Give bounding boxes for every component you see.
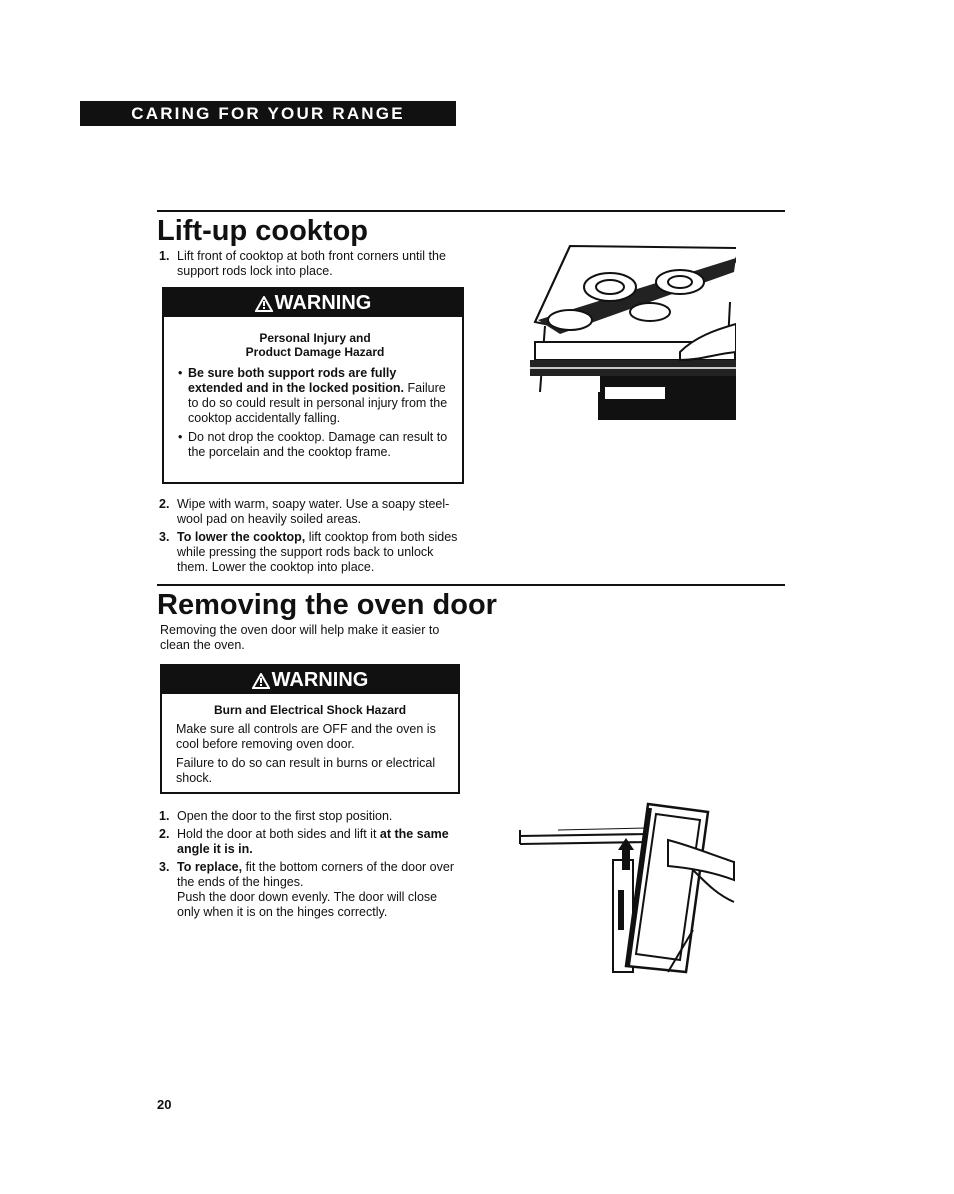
page-number: 20 — [157, 1097, 172, 1112]
step-text: Hold the door at both sides and lift it — [177, 827, 377, 841]
step-number: 2. — [159, 497, 170, 511]
warning-paragraph: Make sure all controls are OFF and the oven is cool before removing oven door. — [176, 722, 436, 751]
oven-door-removal-illustration — [518, 800, 736, 976]
section-title-oven-door: Removing the oven door — [157, 589, 497, 621]
section-title-cooktop: Lift-up cooktop — [157, 215, 369, 247]
step-number: 3. — [159, 530, 170, 544]
warning-heading-text: WARNING — [274, 292, 372, 314]
step-bold-text: To lower the cooktop, — [177, 530, 306, 544]
warning-heading — [162, 666, 458, 694]
step-number: 3. — [159, 860, 170, 874]
lifted-cooktop-illustration — [530, 242, 736, 420]
warning-bullet-text: Do not drop the cooktop. Damage can result to the porcelain and the cooktop frame. — [188, 430, 448, 459]
warning-triangle-icon — [255, 296, 273, 312]
step-number: 1. — [159, 249, 170, 263]
step-number: 2. — [159, 827, 170, 841]
cooktop-step-1 — [159, 249, 459, 279]
step-bold-text: To replace, — [177, 860, 243, 874]
cooktop-step-2 — [159, 497, 459, 527]
warning-bullet-bold: Be sure both support rods are fully extended and in the locked position. — [188, 366, 404, 395]
warning-triangle-icon — [252, 673, 270, 689]
warning-bullet: • Be sure both support rods are fully extended and in the locked position. Failure to do so could result in personal injury from the cooktop accidentally falling. — [178, 366, 448, 425]
section-header-bar: CARING FOR YOUR RANGE — [80, 101, 456, 126]
oven-door-intro: Removing the oven door will help make it easier to clean the oven. — [160, 623, 440, 652]
section-divider — [157, 584, 785, 586]
step-text: Push the door down evenly. The door will close only when it is on the hinges correctly. — [177, 890, 438, 919]
oven-door-step-2 — [159, 827, 459, 857]
warning-bullet-text: Failure to do so could result in personal injury from the cooktop accidentally falling. — [188, 381, 448, 425]
warning-box-cooktop — [162, 287, 464, 484]
step-text: fit the bottom corners of the door over the ends of the hinges. — [177, 860, 455, 889]
warning-subtitle: Product Damage Hazard — [245, 345, 385, 359]
step-text: Wipe with warm, soapy water. Use a soapy steel-wool pad on heavily soiled areas. — [177, 497, 450, 526]
step-text: Open the door to the first stop position. — [177, 809, 393, 823]
oven-door-step-3 — [159, 860, 459, 920]
warning-box-oven-door — [160, 664, 460, 794]
cooktop-step-3 — [159, 530, 459, 575]
warning-paragraph: Failure to do so can result in burns or electrical shock. — [176, 756, 436, 785]
warning-subtitle: Personal Injury and — [259, 331, 371, 345]
step-bold-text: at the same angle it is in. — [177, 827, 449, 856]
warning-subtitle: Burn and Electrical Shock Hazard — [213, 703, 407, 717]
warning-bullet: • Do not drop the cooktop. Damage can result to the porcelain and the cooktop frame. — [178, 430, 448, 459]
warning-heading-text: WARNING — [271, 669, 369, 691]
section-divider — [157, 210, 785, 212]
oven-door-step-1 — [159, 809, 459, 824]
step-text: lift cooktop from both sides while pressing the support rods back to unlock them. Lower the cooktop into place. — [177, 530, 458, 574]
step-number: 1. — [159, 809, 170, 823]
step-text: Lift front of cooktop at both front corners until the support rods lock into place. — [177, 249, 446, 278]
warning-heading — [164, 289, 462, 317]
